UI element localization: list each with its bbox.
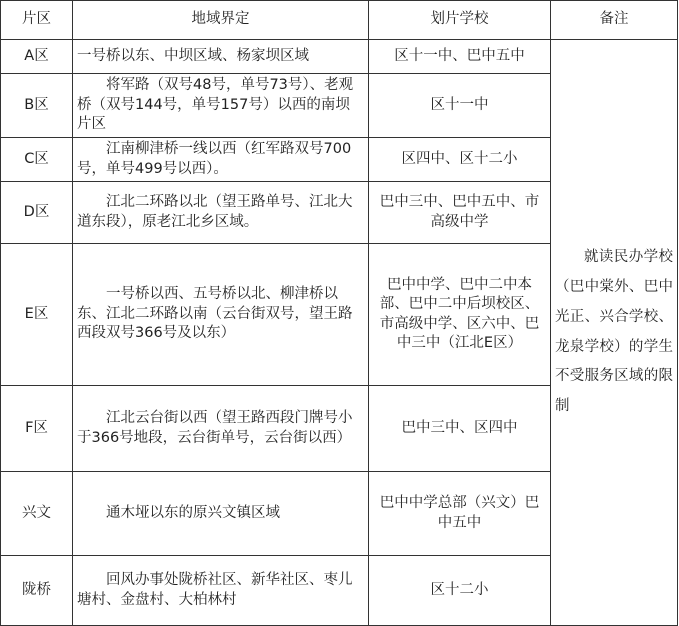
zone-cell: E区 [1, 244, 73, 386]
boundary-cell: 一号桥以东、中坝区域、杨家坝区域 [73, 40, 369, 74]
boundary-cell: 江南柳津桥一线以西（红军路双号700号，单号499号以西）。 [73, 138, 369, 182]
schools-cell: 区十一中 [369, 74, 551, 138]
boundary-cell: 通木垭以东的原兴文镇区域 [73, 472, 369, 556]
schools-cell: 区十二小 [369, 556, 551, 626]
schools-cell: 巴中中学、巴中二中本部、巴中二中后坝校区、市高级中学、区六中、巴中三中（江北E区） [369, 244, 551, 386]
boundary-cell: 江北二环路以北（望王路单号、江北大道东段），原老江北乡区域。 [73, 182, 369, 244]
header-zone: 片区 [1, 1, 73, 40]
schools-cell: 巴中三中、区四中 [369, 386, 551, 472]
schools-cell: 巴中中学总部（兴文）巴中五中 [369, 472, 551, 556]
schools-cell: 区十一中、巴中五中 [369, 40, 551, 74]
zone-cell: A区 [1, 40, 73, 74]
header-row [1, 1, 678, 40]
zone-cell: 陇桥 [1, 556, 73, 626]
header-boundary: 地域界定 [73, 1, 369, 40]
boundary-cell: 回风办事处陇桥社区、新华社区、枣儿塘村、金盘村、大柏林村 [73, 556, 369, 626]
zone-cell: D区 [1, 182, 73, 244]
zone-cell: B区 [1, 74, 73, 138]
header-remark: 备注 [551, 1, 678, 40]
zone-cell: F区 [1, 386, 73, 472]
remark-cell: 就读民办学校（巴中棠外、巴中光正、兴合学校、龙泉学校）的学生不受服务区域的限制 [551, 40, 678, 626]
zone-cell: C区 [1, 138, 73, 182]
boundary-cell: 一号桥以西、五号桥以北、柳津桥以东、江北二环路以南（云台街双号，望王路西段双号366号及以东） [73, 244, 369, 386]
schools-cell: 巴中三中、巴中五中、市高级中学 [369, 182, 551, 244]
boundary-cell: 将军路（双号48号，单号73号）、老观桥（双号144号，单号157号）以西的南坝片区 [73, 74, 369, 138]
header-schools: 划片学校 [369, 1, 551, 40]
boundary-cell: 江北云台街以西（望王路西段门牌号小于366号地段，云台街单号，云台街以西） [73, 386, 369, 472]
table-row [1, 40, 678, 74]
zone-cell: 兴文 [1, 472, 73, 556]
schools-cell: 区四中、区十二小 [369, 138, 551, 182]
